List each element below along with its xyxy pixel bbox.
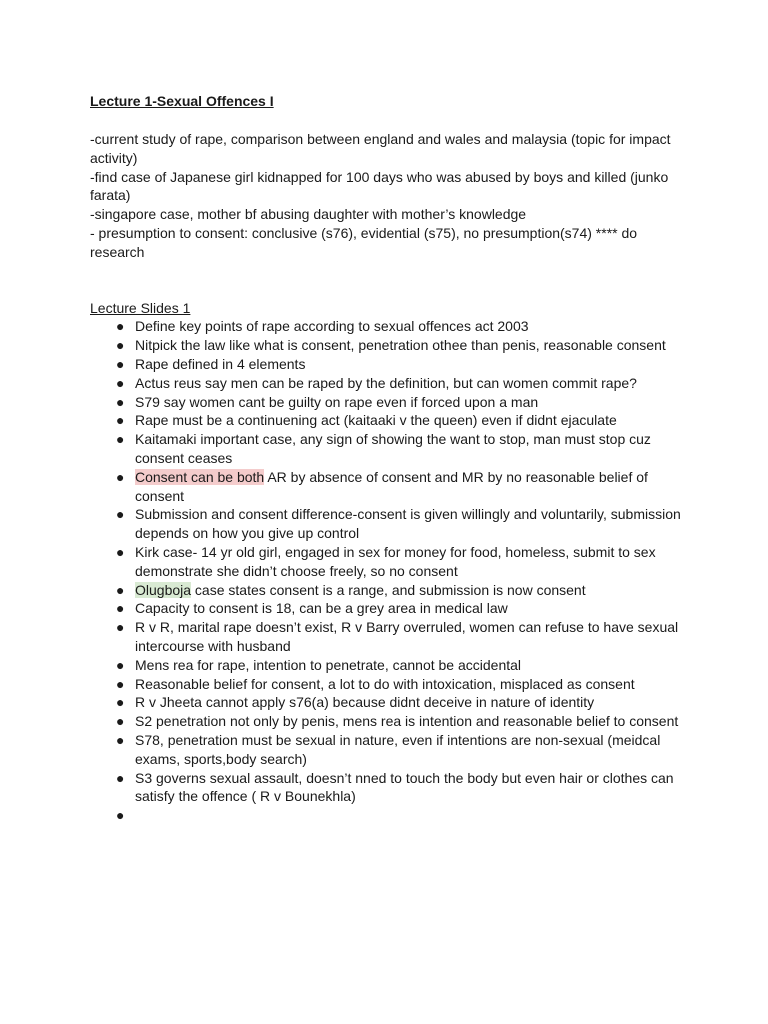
bullet-icon: ● — [116, 807, 125, 824]
bullet-icon: ● — [116, 412, 125, 429]
list-item-text: Capacity to consent is 18, can be a grey area in medical law — [135, 600, 508, 617]
list-item — [90, 374, 690, 393]
list-item-text: Mens rea for rape, intention to penetrate, cannot be accidental — [135, 656, 522, 673]
intro-line: -find case of Japanese girl kidnapped for 100 days who was abused by boys and killed (junko farata) — [90, 168, 669, 204]
document-title: Lecture 1-Sexual Offences I — [90, 93, 274, 109]
list-item-text: S79 say women cant be guilty on rape even if forced upon a man — [135, 393, 539, 410]
bullet-icon: ● — [116, 355, 125, 372]
highlighted-text: Olugboja — [135, 581, 192, 598]
list-item-text: Rape must be a continuening act (kaitaaki v the queen) even if didnt ejaculate — [135, 412, 617, 429]
list-item — [90, 656, 690, 675]
list-item-text: R v R, marital rape doesn’t exist, R v Barry overruled, women can refuse to have sexual intercourse with husband — [135, 619, 679, 654]
intro-line: -singapore case, mother bf abusing daughter with mother’s knowledge — [90, 206, 527, 223]
list-item — [90, 806, 690, 825]
bullet-icon: ● — [116, 431, 125, 448]
bullet-icon: ● — [116, 393, 125, 410]
list-item — [90, 618, 690, 656]
list-item-text: case states consent is a range, and submission is now consent — [191, 581, 586, 598]
bullet-icon: ● — [116, 581, 125, 598]
list-item-text: S3 governs sexual assault, doesn’t nned to touch the body but even hair or clothes can satisfy the offence ( R v Bounekhla) — [135, 769, 674, 805]
list-item — [90, 355, 690, 374]
list-item-text: Nitpick the law like what is consent, penetration othee than penis, reasonable consent — [135, 337, 666, 354]
slides-bullet-list — [90, 317, 690, 825]
bullet-icon: ● — [116, 600, 125, 617]
bullet-icon: ● — [116, 619, 125, 636]
bullet-icon: ● — [116, 506, 125, 523]
bullet-icon: ● — [116, 769, 125, 786]
list-item-text: S78, penetration must be sexual in nature, even if intentions are non-sexual (meidcal exams, sports,body search) — [135, 731, 661, 767]
list-item — [90, 599, 690, 618]
list-item-text: Submission and consent difference-consent is given willingly and voluntarily, submission depends on how you give up control — [135, 506, 681, 542]
intro-line: -current study of rape, comparison between england and wales and malaysia (topic for impact activity) — [90, 131, 671, 166]
list-item — [90, 411, 690, 430]
bullet-icon: ● — [116, 713, 125, 730]
bullet-icon: ● — [116, 675, 125, 692]
bullet-icon: ● — [116, 694, 125, 711]
bullet-icon: ● — [116, 731, 125, 748]
list-item — [90, 336, 690, 355]
list-item — [90, 731, 690, 769]
list-item — [90, 581, 690, 600]
list-item — [90, 693, 690, 712]
list-item-text: Reasonable belief for consent, a lot to do with intoxication, misplaced as consent — [135, 675, 635, 692]
list-item — [90, 712, 690, 731]
list-item-text: Define key points of rape according to sexual offences act 2003 — [135, 318, 529, 335]
bullet-icon: ● — [116, 374, 125, 391]
list-item-text: R v Jheeta cannot apply s76(a) because didnt deceive in nature of identity — [135, 694, 595, 711]
list-item — [90, 468, 690, 506]
list-item — [90, 543, 690, 581]
list-item — [90, 769, 690, 807]
highlighted-text: Consent can be both — [135, 468, 265, 485]
bullet-icon: ● — [116, 468, 125, 485]
list-item-text: Rape defined in 4 elements — [135, 355, 306, 372]
list-item-text: S2 penetration not only by penis, mens rea is intention and reasonable belief to consent — [135, 713, 679, 730]
bullet-icon: ● — [116, 337, 125, 354]
bullet-icon: ● — [116, 656, 125, 673]
intro-notes — [90, 130, 690, 262]
list-item — [90, 505, 690, 543]
document-page — [90, 92, 690, 825]
list-item — [90, 317, 690, 336]
list-item — [90, 675, 690, 694]
list-item-text: Actus reus say men can be raped by the definition, but can women commit rape? — [135, 374, 637, 391]
bullet-icon: ● — [116, 543, 125, 560]
list-item — [90, 393, 690, 412]
list-item-text: Kirk case- 14 yr old girl, engaged in sex for money for food, homeless, submit to sex demonstrate she didn’t choose freely, so no consent — [135, 543, 656, 579]
list-item — [90, 430, 690, 468]
list-item-text: Kaitamaki important case, any sign of showing the want to stop, man must stop cuz consent ceases — [135, 431, 651, 466]
bullet-icon: ● — [116, 318, 125, 335]
slides-heading: Lecture Slides 1 — [90, 299, 191, 316]
intro-line: - presumption to consent: conclusive (s76), evidential (s75), no presumption(s74) **** do research — [90, 224, 638, 260]
list-item-text: AR by absence of consent and MR by no reasonable belief of consent — [135, 468, 648, 504]
